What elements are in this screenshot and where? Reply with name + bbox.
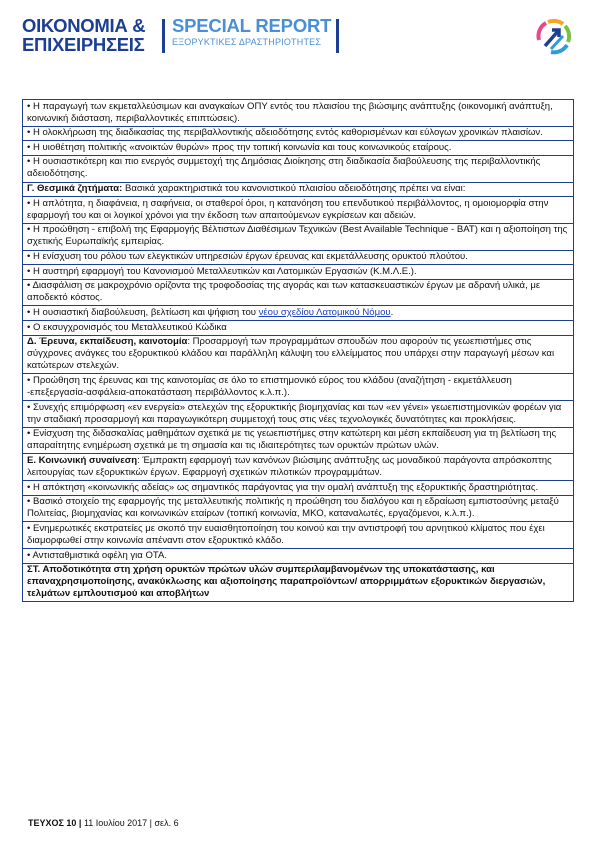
row-text: • Η απλότητα, η διαφάνεια, η σαφήνεια, οι σταθεροί όροι, η κατανόηση του επενδυτικού περιβάλλοντος, η ομοιομορφία στην εφαρμογή του και οι λογικοί χρόνοι για την έκδοση των απαιτούμενων εγκρίσεων και αδειών.: [27, 197, 549, 221]
row-text: • Διασφάλιση σε μακροχρόνιο ορίζοντα της τροφοδοσίας της αγοράς και των κατασκευαστικών έργων με αδρανή υλικά, με αποδεκτό κόστος.: [27, 280, 541, 304]
brand-line-1: ΟΙΚΟΝΟΜΙΑ &: [22, 15, 146, 36]
section-heading: Γ. Θεσμικά ζητήματα:: [27, 183, 123, 195]
row-text: • Ενίσχυση της διδασκαλίας μαθημάτων σχετικά με τις γεωεπιστήμες στην κατώτερη και μέση εκπαίδευση για τη βελτίωση της απαραίτητης ενημέρωση σχετικά με τη σημασία και τις ιδιαιτερότητες των ορυκτών πρώτων υλών.: [27, 428, 557, 452]
issue-date-page: 11 Ιουλίου 2017 | σελ. 6: [81, 818, 179, 828]
bullet-item: [23, 481, 573, 496]
bullet-item: [23, 265, 573, 280]
row-text: • Ενημερωτικές εκστρατείες με σκοπό την ευαισθητοποίηση του κοινού και την αντιστροφή του αρνητικού κλίματος που έχει διαμορφωθεί στην κοινωνία απέναντι στον εξορυκτικό κλάδο.: [27, 522, 545, 546]
special-report-label: [172, 16, 331, 48]
bullet-item: [23, 251, 573, 266]
arrows-circle-logo-icon: [533, 16, 573, 56]
section-heading-row: [23, 183, 573, 198]
row-text: : Έμπρακτη εφαρμογή των κανόνων βιώσιμης ανάπτυξης ως μοναδικού παράγοντα απρόσκοπτης λειτουργίας των εξορυκτικών έργων. Εφαρμογή σχετικών πιλοτικών προγραμμάτων.: [27, 454, 552, 479]
section-heading: Ε. Κοινωνική συναίνεση: [27, 454, 138, 466]
report-header: [22, 16, 577, 60]
special-report-subtitle: ΕΞΟΡΥΚΤΙΚΕΣ ΔΡΑΣΤΗΡΙΟΤΗΤΕΣ: [172, 37, 322, 47]
bullet-item: [23, 197, 573, 224]
row-text: • Η ουσιαστική διαβούλευση, βελτίωση και ψήφιση του: [27, 306, 259, 318]
bullet-item: [23, 224, 573, 251]
row-text: Βασικά χαρακτηριστικά του κανονιστικού πλαισίου αδειοδότησης πρέπει να είναι:: [122, 183, 466, 195]
bullet-item: [23, 428, 573, 455]
section-heading-row: [23, 336, 573, 375]
row-text: • Η προώθηση - επιβολή της Εφαρμογής Βέλτιστων Διαθέσιμων Τεχνικών (Best Available Technique - BAT) και η αξιοποίηση της σχετικής Ευρωπαϊκής εμπειρίας.: [27, 224, 568, 248]
header-divider-right: [336, 19, 339, 53]
bullet-item: [23, 374, 573, 401]
brand-line-2: ΕΠΙΧΕΙΡΗΣΕΙΣ: [22, 34, 145, 55]
row-text: • Η ενίσχυση του ρόλου των ελεγκτικών υπηρεσιών έργων έρευνας και εκμετάλλευσης ορυκτού πλούτου.: [27, 251, 468, 263]
bullet-item: [23, 522, 573, 549]
section-heading-row: [23, 454, 573, 481]
bullet-item: [23, 156, 573, 183]
report-content-table: [22, 99, 574, 602]
law-draft-link[interactable]: νέου σχεδίου Λατομικού Νόμου: [258, 306, 391, 318]
row-text: • Η παραγωγή των εκμεταλλεύσιμων και αναγκαίων ΟΠΥ εντός του πλαισίου της βιώσιμης ανάπτυξης (οικονομική ανάπτυξη, κοινωνική διάσταση, περιβαλλοντικές επιπτώσεις).: [27, 100, 553, 124]
publication-brand: [22, 16, 145, 54]
row-text: • Η ουσιαστικότερη και πιο ενεργός συμμετοχή της Δημόσιας Διοίκησης στη διαδικασία διαβούλευσης της περιβαλλοντικής αδειοδότησης.: [27, 156, 541, 180]
bullet-item: [23, 401, 573, 428]
bullet-item: [23, 321, 573, 336]
bullet-item: [23, 496, 573, 523]
bullet-item: [23, 280, 573, 307]
row-text-suffix: .: [390, 306, 394, 318]
row-text: • Η αυστηρή εφαρμογή του Κανονισμού Μεταλλευτικών και Λατομικών Εργασιών (Κ.Μ.Λ.Ε.).: [27, 265, 417, 277]
issue-number: ΤΕΥΧΟΣ 10 |: [28, 818, 82, 828]
bullet-item: [23, 549, 573, 564]
row-text: • Αντισταθμιστικά οφέλη για ΟΤΑ.: [27, 549, 168, 561]
row-text: • Ο εκσυγχρονισμός του Μεταλλευτικού Κώδικα: [27, 321, 227, 333]
bullet-item: [23, 99, 573, 127]
header-divider-left: [162, 19, 165, 53]
row-text: • Προώθηση της έρευνας και της καινοτομίας σε όλο το επιστημονικό εύρος του κλάδου (αναζήτηση - εκμετάλλευση -επεξεργασία-ασφάλεια-αποκατάσταση περιβάλλοντος κ.λ.π.).: [27, 374, 512, 398]
bullet-item: [23, 127, 573, 142]
special-report-title: SPECIAL REPORT: [172, 15, 332, 36]
bullet-item: [23, 306, 573, 321]
row-text: • Συνεχής επιμόρφωση «εν ενεργεία» στελεχών της εξορυκτικής βιομηχανίας και των «εν γένει» γεωεπιστημονικών φορέων για την σταδιακή προσαρμογή και παραγωγικότερη συμμετοχή τους στις νέες τεχνολογικές δυνατότητες και προκλήσεις.: [27, 401, 562, 425]
bullet-item: [23, 141, 573, 156]
row-text: • Βασικό στοιχείο της εφαρμογής της μεταλλευτικής πολιτικής η προώθηση του διαλόγου και η εδραίωση εμπιστοσύνης μεταξύ Πολιτείας, βιομηχανίας και κοινωνικών εταίρων (τοπική κοινωνία, ΜΚΟ, καταναλωτές, εργαζόμενοι, κ.λ.π.).: [27, 496, 559, 520]
section-heading: Δ. Έρευνα, εκπαίδευση, καινοτομία: [27, 336, 188, 348]
row-text: • Η απόκτηση «κοινωνικής αδείας» ως σημαντικός παράγοντας για την ομαλή ανάπτυξη της εξορυκτικής δραστηριότητας.: [27, 481, 539, 493]
row-text: • Η ολοκλήρωση της διαδικασίας της περιβαλλοντικής αδειοδότησης εντός καθορισμένων και εύλογων χρονικών πλαισίων.: [27, 127, 543, 139]
row-text: : Προσαρμογή των προγραμμάτων σπουδών που αφορούν τις γεωεπιστήμες στις σύγχρονες ανάγκες του εξορυκτικού κλάδου και παράλληλη κάλυψη του ελλείμματος που υπάρχει στην παραγωγή μέσων και κατώτερων στελεχών.: [27, 336, 555, 372]
section-heading-row: [23, 564, 573, 603]
row-text: • Η υιοθέτηση πολιτικής «ανοικτών θυρών» προς την τοπική κοινωνία και τους κοινωνικούς εταίρους.: [27, 141, 452, 153]
section-heading: ΣΤ. Αποδοτικότητα στη χρήση ορυκτών πρώτων υλών συμπεριλαμβανομένων της υποκατάστασης, και επαναχρησιμοποίησης, ανακύκλωσης και αξιοποίησης παραπροϊόντων/ απορριμμάτων εξορυκτικών διεργασιών, τελμάτων εμπλουτισμού και αποβλήτων: [27, 564, 546, 600]
page-footer: [28, 818, 179, 828]
